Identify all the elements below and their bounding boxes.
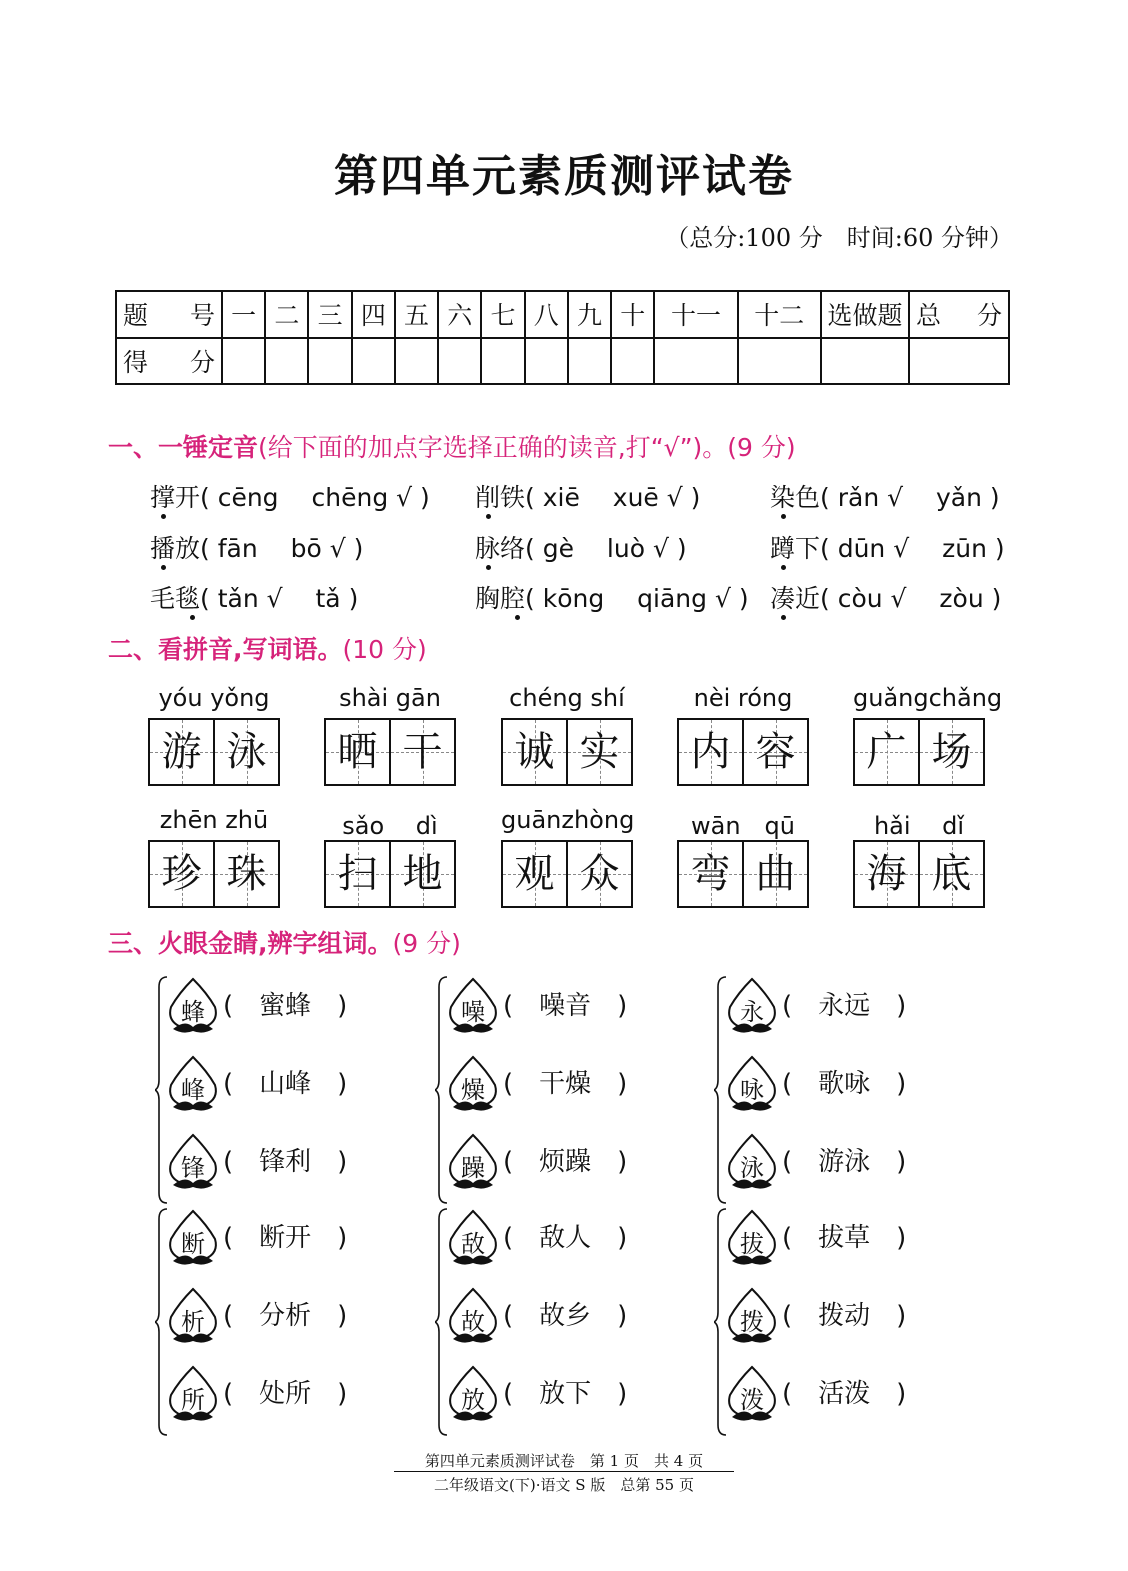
section3-heading xyxy=(108,924,461,960)
peach-char: 断 xyxy=(181,1230,205,1258)
score-cell[interactable] xyxy=(308,338,351,385)
score-cell[interactable] xyxy=(909,338,1009,385)
peach-char: 泼 xyxy=(740,1386,764,1414)
peach-icon xyxy=(443,1207,503,1267)
score-cell[interactable] xyxy=(611,338,654,385)
score-col: 四 xyxy=(352,291,395,338)
peach-icon xyxy=(443,1285,503,1345)
char-group-item[interactable] xyxy=(163,1131,413,1191)
score-col: 十 xyxy=(611,291,654,338)
word-box[interactable] xyxy=(501,684,633,786)
peach-icon xyxy=(163,975,223,1035)
word-box[interactable] xyxy=(677,806,809,908)
answer-field: ( 烦躁 ) xyxy=(503,1147,628,1177)
score-cell[interactable] xyxy=(222,338,265,385)
answer-field: ( 拨动 ) xyxy=(782,1301,907,1331)
score-table xyxy=(115,290,1010,385)
word-box[interactable] xyxy=(324,806,456,908)
score-col: 一 xyxy=(222,291,265,338)
char-group-item[interactable] xyxy=(163,1207,413,1267)
peach-icon xyxy=(163,1207,223,1267)
answer-field: ( 分析 ) xyxy=(223,1301,348,1331)
char-group-item[interactable] xyxy=(722,1285,972,1345)
word-box[interactable] xyxy=(501,806,633,908)
choice-options: ( còu √ zòu ) xyxy=(820,584,1002,613)
char-group-item[interactable] xyxy=(722,1207,972,1267)
word: 削铁 xyxy=(475,483,526,512)
score-table-row-label: 得 分 xyxy=(116,338,222,385)
emphasis-dot xyxy=(781,615,786,620)
footer-line-1: 第四单元素质测评试卷 第 1 页 共 4 页 xyxy=(394,1450,734,1472)
answer-field: ( 永远 ) xyxy=(782,991,907,1021)
char-cell: 地 xyxy=(389,842,454,906)
char-group-item[interactable] xyxy=(722,1053,972,1113)
char-cell: 观 xyxy=(503,842,566,906)
peach-icon xyxy=(722,1207,782,1267)
answer-field: ( 锋利 ) xyxy=(223,1147,348,1177)
score-col: 六 xyxy=(438,291,481,338)
char-group-item[interactable] xyxy=(443,1207,693,1267)
word-box[interactable] xyxy=(853,806,985,908)
pinyin-label: sǎo dì xyxy=(342,812,438,840)
char-group-item[interactable] xyxy=(443,1053,693,1113)
emphasis-dot xyxy=(781,565,786,570)
choice-options: ( tǎn √ tǎ ) xyxy=(200,584,359,613)
pinyin-label: nèi róng xyxy=(693,684,793,712)
char-group-item[interactable] xyxy=(163,975,413,1035)
score-cell[interactable] xyxy=(265,338,308,385)
score-cell[interactable] xyxy=(352,338,395,385)
score-col: 十一 xyxy=(654,291,737,338)
char-cell: 实 xyxy=(566,720,631,784)
char-cell: 泳 xyxy=(213,720,278,784)
pinyin-label: zhēn zhū xyxy=(159,806,269,834)
char-group-item[interactable] xyxy=(443,1363,693,1423)
footer-line-2: 二年级语文(下)·语文 S 版 总第 55 页 xyxy=(434,1476,694,1494)
peach-char: 蜂 xyxy=(181,998,205,1026)
score-cell[interactable] xyxy=(738,338,821,385)
score-table-header-label: 题 号 xyxy=(116,291,222,338)
score-cell[interactable] xyxy=(438,338,481,385)
score-col: 二 xyxy=(265,291,308,338)
score-col: 八 xyxy=(525,291,568,338)
peach-icon xyxy=(722,1363,782,1423)
char-cell: 海 xyxy=(855,842,918,906)
section3-note: (9 分) xyxy=(392,929,461,958)
word: 染色 xyxy=(770,483,821,512)
pinyin-choice-item[interactable] xyxy=(150,579,358,615)
char-cell: 游 xyxy=(150,720,213,784)
choice-options: ( rǎn √ yǎn ) xyxy=(820,483,1000,512)
char-cell: 珠 xyxy=(213,842,278,906)
char-cell: 弯 xyxy=(679,842,742,906)
score-col: 三 xyxy=(308,291,351,338)
char-group-item[interactable] xyxy=(163,1363,413,1423)
answer-field: ( 断开 ) xyxy=(223,1223,348,1253)
choice-options: ( dūn √ zūn ) xyxy=(820,534,1005,563)
word: 播放 xyxy=(150,534,201,563)
answer-field: ( 干燥 ) xyxy=(503,1069,628,1099)
word-box[interactable] xyxy=(148,806,280,908)
answer-field: ( 放下 ) xyxy=(503,1379,628,1409)
char-group xyxy=(155,975,415,1205)
peach-char: 析 xyxy=(181,1308,205,1336)
answer-field: ( 山峰 ) xyxy=(223,1069,348,1099)
peach-char: 故 xyxy=(461,1308,485,1336)
char-group-item[interactable] xyxy=(163,1053,413,1113)
pinyin-choice-item[interactable] xyxy=(475,478,700,514)
pinyin-label: wān qū xyxy=(691,812,795,840)
section1-heading xyxy=(108,428,796,464)
peach-icon xyxy=(443,1363,503,1423)
peach-icon xyxy=(163,1131,223,1191)
score-cell[interactable] xyxy=(481,338,524,385)
pinyin-label: guǎngchǎng xyxy=(853,684,1003,712)
word: 凑近 xyxy=(770,584,821,613)
peach-char: 放 xyxy=(461,1386,485,1414)
score-col: 十二 xyxy=(738,291,821,338)
answer-field: ( 蜜蜂 ) xyxy=(223,991,348,1021)
word: 胸腔 xyxy=(475,584,526,613)
section1-title: 一、一锤定音 xyxy=(108,433,259,462)
answer-field: ( 游泳 ) xyxy=(782,1147,907,1177)
peach-char: 峰 xyxy=(181,1076,205,1104)
answer-field: ( 处所 ) xyxy=(223,1379,348,1409)
section2-heading xyxy=(108,630,427,666)
char-group xyxy=(714,975,974,1205)
pinyin-label: hǎi dǐ xyxy=(873,812,965,840)
peach-char: 所 xyxy=(181,1386,205,1414)
pinyin-choice-item[interactable] xyxy=(475,529,687,565)
char-group-item[interactable] xyxy=(722,1131,972,1191)
score-col: 选做题 xyxy=(821,291,909,338)
choice-options: ( xiē xuē √ ) xyxy=(525,483,701,512)
score-col: 五 xyxy=(395,291,438,338)
char-cell: 诚 xyxy=(503,720,566,784)
pinyin-choice-item[interactable] xyxy=(770,579,1001,615)
peach-char: 敌 xyxy=(461,1230,485,1258)
char-group xyxy=(435,975,695,1205)
answer-field: ( 噪音 ) xyxy=(503,991,628,1021)
pinyin-label: guānzhòng xyxy=(501,806,635,834)
peach-icon xyxy=(722,1131,782,1191)
char-cell: 曲 xyxy=(742,842,807,906)
char-cell: 晒 xyxy=(326,720,389,784)
pinyin-choice-item[interactable] xyxy=(475,579,749,615)
pinyin-label: yóu yǒng xyxy=(158,684,270,712)
emphasis-dot xyxy=(486,514,491,519)
score-col: 九 xyxy=(568,291,611,338)
emphasis-dot xyxy=(515,615,520,620)
word-box[interactable] xyxy=(853,684,1003,786)
score-cell[interactable] xyxy=(525,338,568,385)
section2-note: (10 分) xyxy=(342,635,427,664)
choice-options: ( gè luò √ ) xyxy=(525,534,687,563)
peach-char: 咏 xyxy=(740,1076,764,1104)
char-group-item[interactable] xyxy=(722,1363,972,1423)
answer-field: ( 拔草 ) xyxy=(782,1223,907,1253)
peach-icon xyxy=(722,975,782,1035)
word-box[interactable] xyxy=(148,684,280,786)
word: 脉络 xyxy=(475,534,526,563)
emphasis-dot xyxy=(486,565,491,570)
answer-field: ( 故乡 ) xyxy=(503,1301,628,1331)
char-cell: 场 xyxy=(918,720,983,784)
char-group-item[interactable] xyxy=(722,975,972,1035)
word: 毛毯 xyxy=(150,584,201,613)
pinyin-label: chéng shí xyxy=(509,684,625,712)
pinyin-label: shài gān xyxy=(339,684,441,712)
answer-field: ( 敌人 ) xyxy=(503,1223,628,1253)
word: 撑开 xyxy=(150,483,201,512)
score-cell[interactable] xyxy=(821,338,909,385)
char-cell: 底 xyxy=(918,842,983,906)
peach-icon xyxy=(722,1053,782,1113)
emphasis-dot xyxy=(161,514,166,519)
peach-char: 泳 xyxy=(740,1154,764,1182)
peach-icon xyxy=(163,1053,223,1113)
score-table-header-row xyxy=(116,291,1009,338)
score-col: 总 分 xyxy=(909,291,1009,338)
char-cell: 珍 xyxy=(150,842,213,906)
char-group-item[interactable] xyxy=(443,1131,693,1191)
peach-icon xyxy=(443,1131,503,1191)
peach-char: 燥 xyxy=(461,1076,485,1104)
emphasis-dot xyxy=(190,615,195,620)
emphasis-dot xyxy=(161,565,166,570)
score-cell[interactable] xyxy=(568,338,611,385)
char-group-item[interactable] xyxy=(443,1285,693,1345)
peach-icon xyxy=(163,1285,223,1345)
peach-char: 拨 xyxy=(740,1308,764,1336)
pinyin-choice-item[interactable] xyxy=(770,529,1005,565)
exam-meta: （总分:100 分 时间:60 分钟） xyxy=(665,224,1013,252)
peach-char: 躁 xyxy=(461,1154,485,1182)
char-cell: 扫 xyxy=(326,842,389,906)
choice-options: ( cēng chēng √ ) xyxy=(200,483,430,512)
peach-icon xyxy=(443,975,503,1035)
score-cell[interactable] xyxy=(654,338,737,385)
char-cell: 广 xyxy=(855,720,918,784)
pinyin-choice-item[interactable] xyxy=(770,478,1000,514)
char-group xyxy=(714,1207,974,1437)
pinyin-choice-item[interactable] xyxy=(150,478,430,514)
char-group xyxy=(435,1207,695,1437)
char-cell: 容 xyxy=(742,720,807,784)
pinyin-choice-item[interactable] xyxy=(150,529,363,565)
char-group-item[interactable] xyxy=(163,1285,413,1345)
answer-field: ( 活泼 ) xyxy=(782,1379,907,1409)
word-box[interactable] xyxy=(677,684,809,786)
peach-icon xyxy=(722,1285,782,1345)
char-group xyxy=(155,1207,415,1437)
word: 蹲下 xyxy=(770,534,821,563)
char-cell: 众 xyxy=(566,842,631,906)
word-box[interactable] xyxy=(324,684,456,786)
section3-title: 三、火眼金睛,辨字组词。 xyxy=(108,929,393,958)
peach-char: 噪 xyxy=(461,998,485,1026)
peach-char: 锋 xyxy=(181,1154,205,1182)
char-cell: 干 xyxy=(389,720,454,784)
choice-options: ( fān bō √ ) xyxy=(200,534,364,563)
peach-char: 拔 xyxy=(740,1230,764,1258)
char-group-item[interactable] xyxy=(443,975,693,1035)
char-cell: 内 xyxy=(679,720,742,784)
section2-title: 二、看拼音,写词语。 xyxy=(108,635,343,664)
peach-icon xyxy=(443,1053,503,1113)
answer-field: ( 歌咏 ) xyxy=(782,1069,907,1099)
page-title: 第四单元素质测评试卷 xyxy=(334,151,794,202)
peach-char: 永 xyxy=(740,998,764,1026)
score-cell[interactable] xyxy=(395,338,438,385)
section1-note: (给下面的加点字选择正确的读音,打“√”)。(9 分) xyxy=(258,433,796,462)
choice-options: ( kōng qiāng √ ) xyxy=(525,584,749,613)
peach-icon xyxy=(163,1363,223,1423)
score-col: 七 xyxy=(481,291,524,338)
emphasis-dot xyxy=(781,514,786,519)
score-table-score-row xyxy=(116,338,1009,385)
